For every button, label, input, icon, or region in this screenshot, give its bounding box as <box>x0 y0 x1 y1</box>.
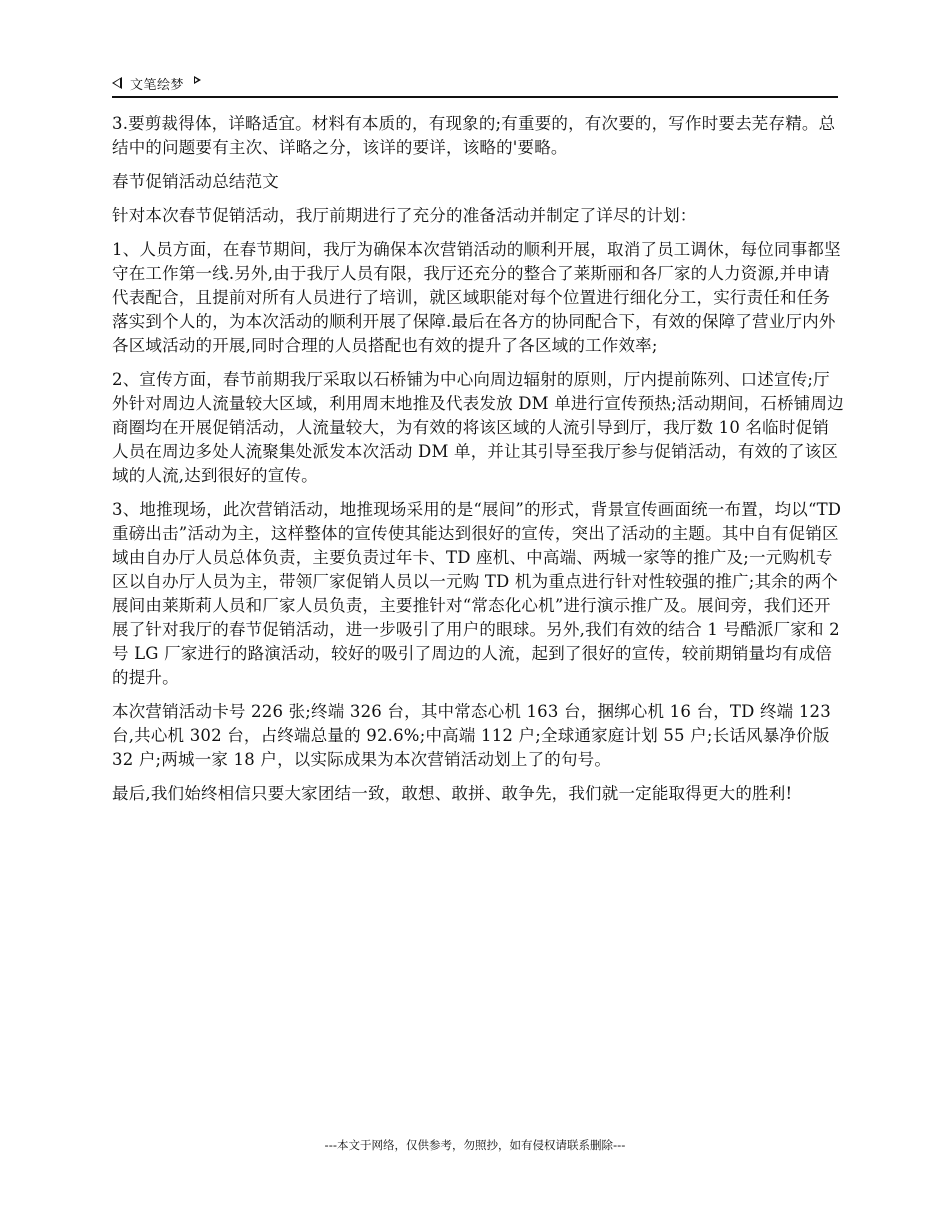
triangle-left-icon <box>112 77 122 89</box>
brand <box>112 72 201 94</box>
brand-name: 文笔绘梦 <box>130 77 185 93</box>
page-header <box>112 70 838 98</box>
paragraph-staffing: 1、人员方面，在春节期间，我厅为确保本次营销活动的顺利开展，取消了员工调休，每位同事都坚守在工作第一线.另外,由于我厅人员有限，我厅还充分的整合了莱斯丽和各厂家的人力资源,并申请代表配合，且提前对所有人员进行了培训，就区域职能对每个位置进行细化分工，实行责任和任务落实到个人的，为本次活动的顺利开展了保障.最后在各方的协同配合下，有效的保障了营业厅内外各区域活动的开展,同时合理的人员搭配也有效的提升了各区域的工作效率; <box>112 240 841 355</box>
paragraph-results: 本次营销活动卡号 226 张;终端 326 台，其中常态心机 163 台，捆绑心机 16 台，TD 终端 123 台,共心机 302 台，占终端总量的 92.6%;中高端 112 户;全球通家庭计划 55 户;长话风暴净价版 32 户;两城一家 18 户，以实际成果为本次营销活动划上了的句号。 <box>112 702 831 769</box>
paragraph-writing-tip: 3.要剪裁得体，详略适宜。材料有本质的，有现象的;有重要的，有次要的，写作时要去芜存精。总结中的问题要有主次、详略之分，该详的要详，该略的'要略。 <box>112 114 836 157</box>
paragraph-publicity: 2、宣传方面，春节前期我厅采取以石桥铺为中心向周边辐射的原则，厅内提前陈列、口述宣传;厅外针对周边人流量较大区域，利用周末地推及代表发放 DM 单进行宣传预热;活动期间，石桥铺周边商圈均在开展促销活动，人流量较大，为有效的将该区域的人流引导到厅，我厅数 10 名临时促销人员在周边多处人流聚集处派发本次活动 DM 单，并让其引导至我厅参与促销活动，有效的了该区域的人流,达到很好的宣传。 <box>112 370 844 485</box>
page-footer: ---本文于网络，仅供参考，勿照抄，如有侵权请联系删除--- <box>324 1138 626 1152</box>
triangle-right-icon <box>194 76 201 84</box>
paragraph-intro: 针对本次春节促销活动，我厅前期进行了充分的准备活动并制定了详尽的计划： <box>112 206 697 225</box>
section-title: 春节促销活动总结范文 <box>112 172 279 191</box>
document-body <box>112 112 844 816</box>
paragraph-onsite: 3、地推现场，此次营销活动，地推现场采用的是“展间”的形式，背景宣传画面统一布置，均以“TD 重磅出击”活动为主，这样整体的宣传使其能达到很好的宣传，突出了活动的主题。其中自有促销区域由自办厅人员总体负责，主要负责过年卡、TD 座机、中高端、两城一家等的推广及;一元购机专区以自办厅人员为主，带领厂家促销人员以一元购 TD 机为重点进行针对性较强的推广;其余的两个展间由莱斯莉人员和厂家人员负责，主要推针对“常态化心机”进行演示推广及。展间旁，我们还开展了针对我厅的春节促销活动，进一步吸引了用户的眼球。另外,我们有效的结合 1 号酷派厂家和 2 号 LG 厂家进行的路演活动，较好的吸引了周边的人流，起到了很好的宣传，较前期销量均有成倍的提升。 <box>112 500 842 687</box>
paragraph-conclusion: 最后,我们始终相信只要大家团结一致，敢想、敢拼、敢争先，我们就一定能取得更大的胜利! <box>112 784 793 803</box>
